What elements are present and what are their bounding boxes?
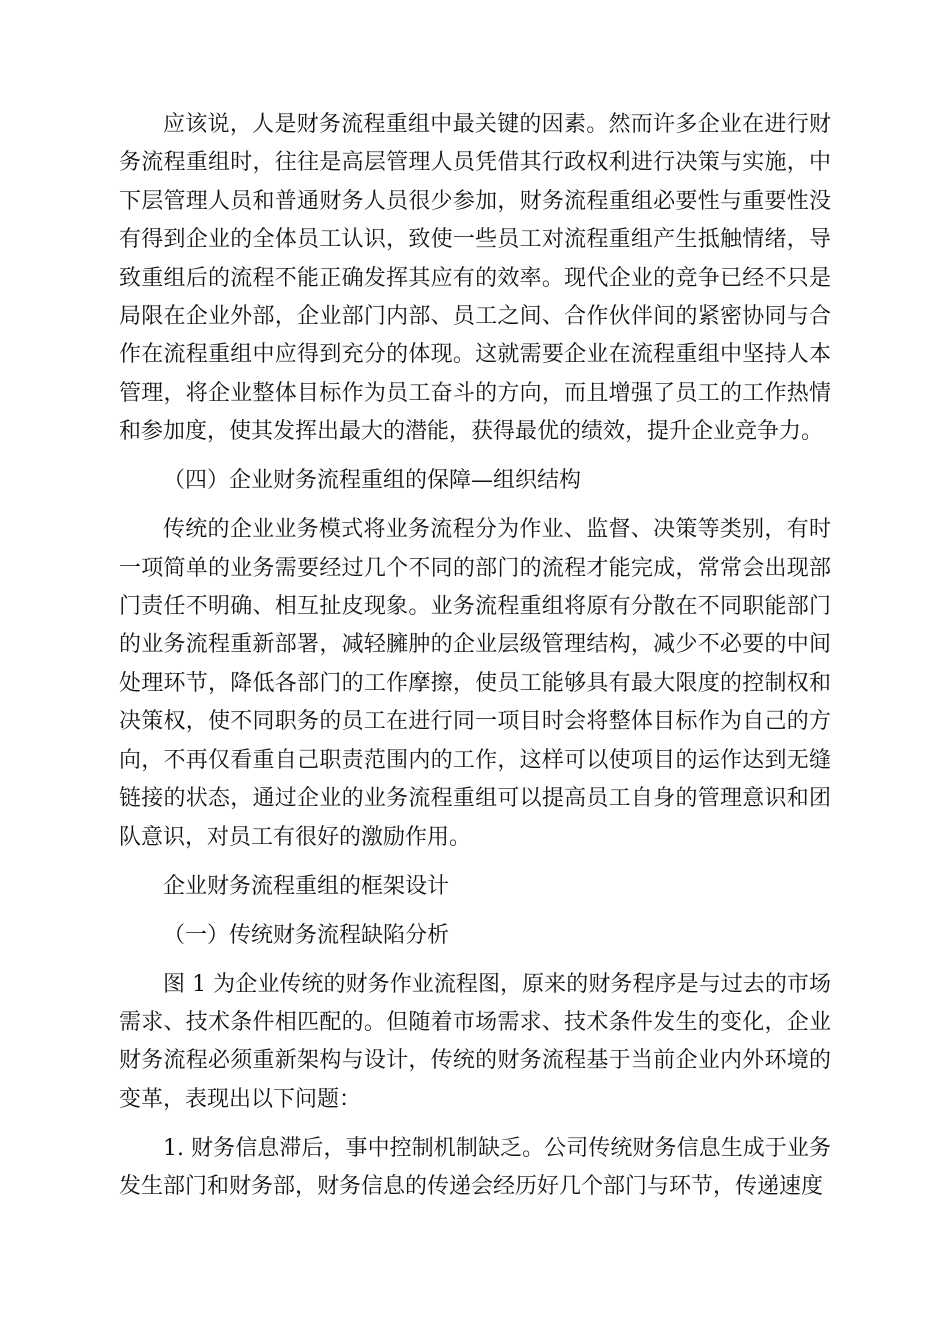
section-heading-framework-design: 企业财务流程重组的框架设计 <box>163 873 450 899</box>
document-body <box>119 106 831 1207</box>
paragraph-traditional-business-model: 传统的企业业务模式将业务流程分为作业、监督、决策等类别，有时一项简单的业务需要经过几个不同的部门的流程才能完成，常常会出现部门责任不明确、相互扯皮现象。业务流程重组将原有分散在不同职能部门的业务流程重新部署，减轻臃肿的企业层级管理结构，减少不必要的中间处理环节，降低各部门的工作摩擦，使员工能够具有最大限度的控制权和决策权，使不同职务的员工在进行同一项目时会将整体目标作为自己的方向，不再仅看重自己职责范围内的工作，这样可以使项目的运作达到无缝链接的状态，通过企业的业务流程重组可以提高员工自身的管理意识和团队意识，对员工有很好的激励作用。 <box>119 517 831 850</box>
section-heading-organization-structure: （四）企业财务流程重组的保障—组织结构 <box>163 468 582 494</box>
paragraph-issue-1: 1. 财务信息滞后，事中控制机制缺乏。公司传统财务信息生成于业务发生部门和财务部，财务信息的传递会经历好几个部门与环节，传递速度 <box>119 1135 831 1200</box>
paragraph-figure-1-intro: 图 1 为企业传统的财务作业流程图，原来的财务程序是与过去的市场需求、技术条件相匹配的。但随着市场需求、技术条件发生的变化，企业财务流程必须重新架构与设计，传统的财务流程基于当前企业内外环境的变革，表现出以下问题： <box>119 971 831 1112</box>
paragraph-people-factor: 应该说，人是财务流程重组中最关键的因素。然而许多企业在进行财务流程重组时，往往是高层管理人员凭借其行政权利进行决策与实施，中下层管理人员和普通财务人员很少参加，财务流程重组必要性与重要性没有得到企业的全体员工认识，致使一些员工对流程重组产生抵触情绪，导致重组后的流程不能正确发挥其应有的效率。现代企业的竞争已经不只是局限在企业外部，企业部门内部、员工之间、合作伙伴间的紧密协同与合作在流程重组中应得到充分的体现。这就需要企业在流程重组中坚持人本管理，将企业整体目标作为员工奋斗的方向，而且增强了员工的工作热情和参加度，使其发挥出最大的潜能，获得最优的绩效，提升企业竞争力。 <box>119 112 831 445</box>
subsection-heading-defect-analysis: （一）传统财务流程缺陷分析 <box>163 922 450 948</box>
